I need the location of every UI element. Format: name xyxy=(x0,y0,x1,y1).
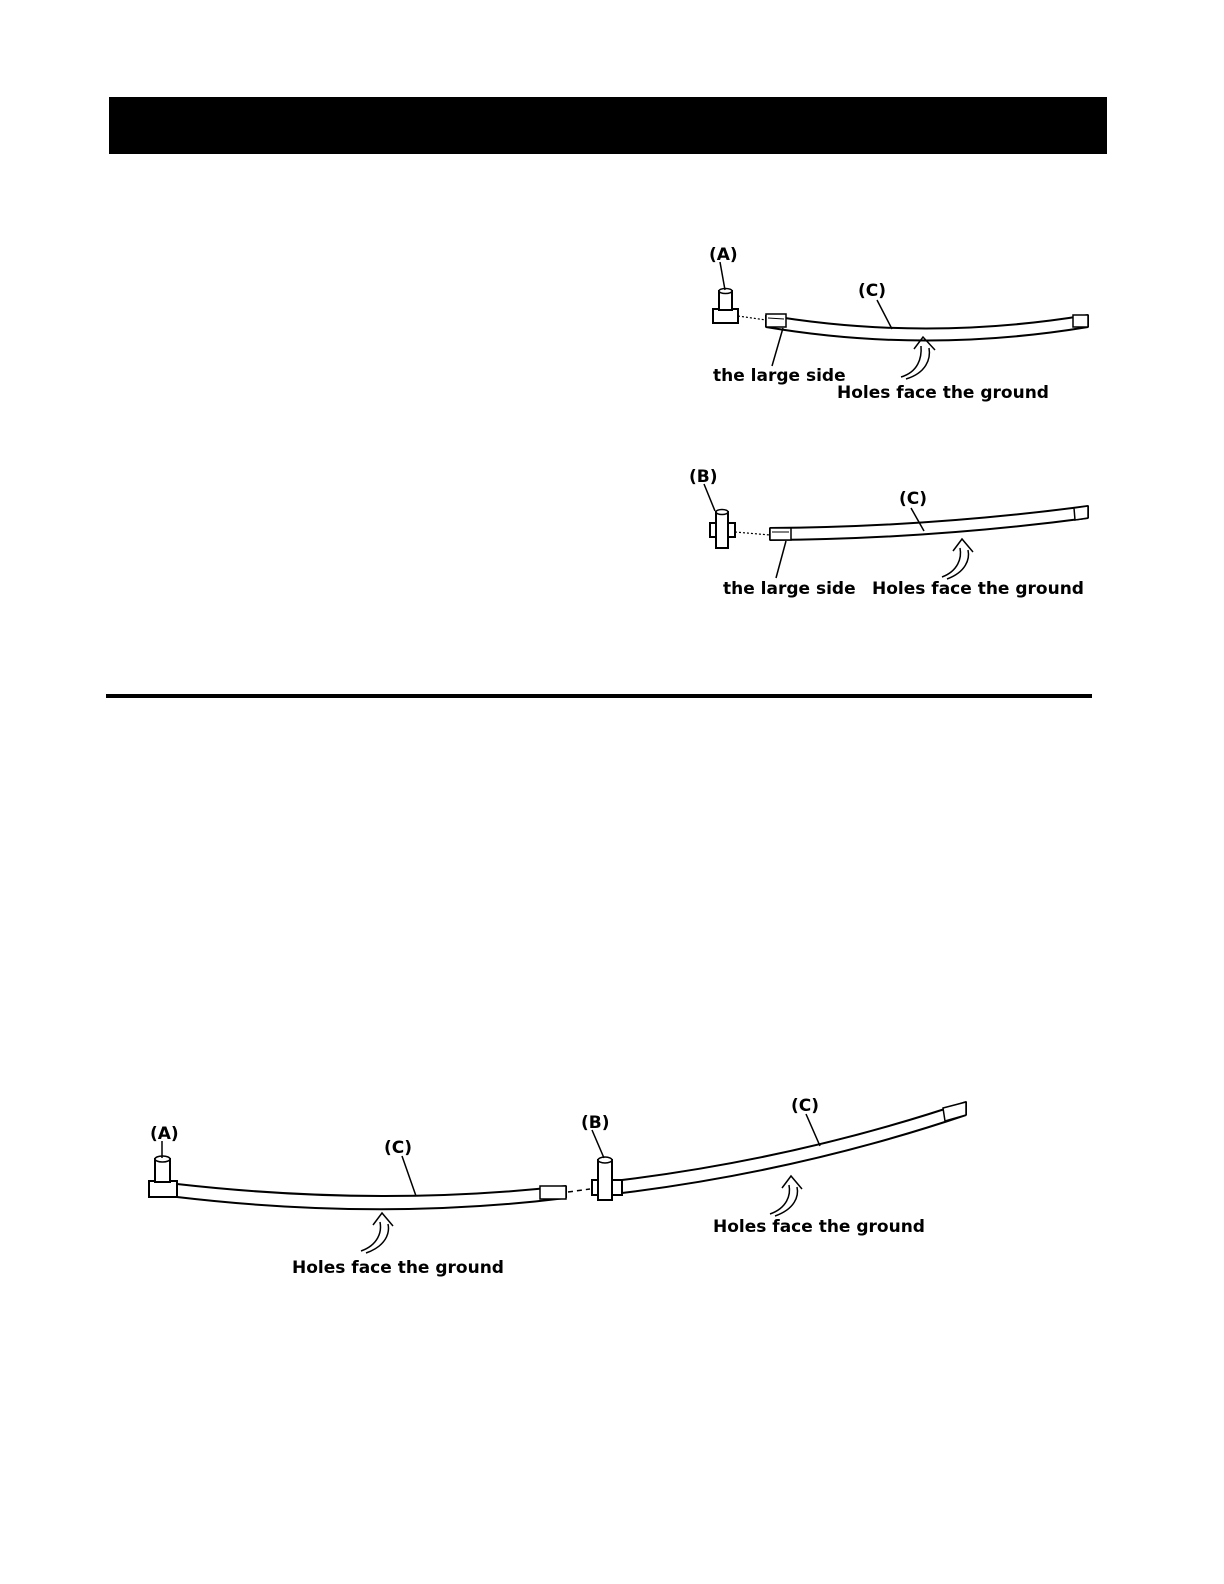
leader-line-b xyxy=(592,1130,604,1158)
leader-line-b xyxy=(704,484,715,511)
part-label-b: (B) xyxy=(581,1113,610,1133)
tube-c-icon xyxy=(770,506,1088,540)
large-side-label: the large side xyxy=(723,579,856,599)
alignment-dotted-line xyxy=(735,532,770,535)
figure-2-connector-b-to-tube xyxy=(689,467,1088,599)
alignment-dotted-line xyxy=(738,316,766,320)
leader-line-c-left xyxy=(402,1156,416,1196)
figure-1-connector-a-to-tube xyxy=(709,245,1088,403)
leader-line-a xyxy=(720,262,725,290)
holes-face-ground-label-right: Holes face the ground xyxy=(713,1217,925,1237)
part-label-a: (A) xyxy=(150,1124,179,1144)
holes-face-ground-label: Holes face the ground xyxy=(837,383,1049,403)
part-label-c: (C) xyxy=(858,281,887,301)
tube-c-left-icon xyxy=(177,1184,566,1209)
curved-arrow-icon xyxy=(942,539,973,579)
leader-line-c xyxy=(911,508,924,531)
leader-line-c-right xyxy=(806,1114,820,1146)
alignment-dashed-line xyxy=(568,1189,590,1192)
part-label-c-right: (C) xyxy=(791,1096,820,1116)
part-label-c-left: (C) xyxy=(384,1138,413,1158)
part-label-c: (C) xyxy=(899,489,928,509)
leader-line-c xyxy=(877,300,892,329)
connector-b-icon xyxy=(710,510,735,549)
holes-face-ground-label: Holes face the ground xyxy=(872,579,1084,599)
leader-line-large-side xyxy=(776,541,786,578)
part-label-a: (A) xyxy=(709,245,738,265)
connector-b-icon xyxy=(592,1157,622,1200)
tube-c-icon xyxy=(766,314,1088,341)
curved-arrow-icon xyxy=(901,337,935,379)
curved-arrow-left-icon xyxy=(361,1213,393,1253)
leader-line-large-side xyxy=(772,328,783,366)
curved-arrow-right-icon xyxy=(770,1176,802,1216)
part-label-b: (B) xyxy=(689,467,718,487)
connector-a-icon xyxy=(149,1156,177,1197)
large-side-label: the large side xyxy=(713,366,846,386)
holes-face-ground-label-left: Holes face the ground xyxy=(292,1258,504,1278)
connector-a-icon xyxy=(713,289,738,324)
figure-3-joined-tubes xyxy=(149,1096,966,1278)
